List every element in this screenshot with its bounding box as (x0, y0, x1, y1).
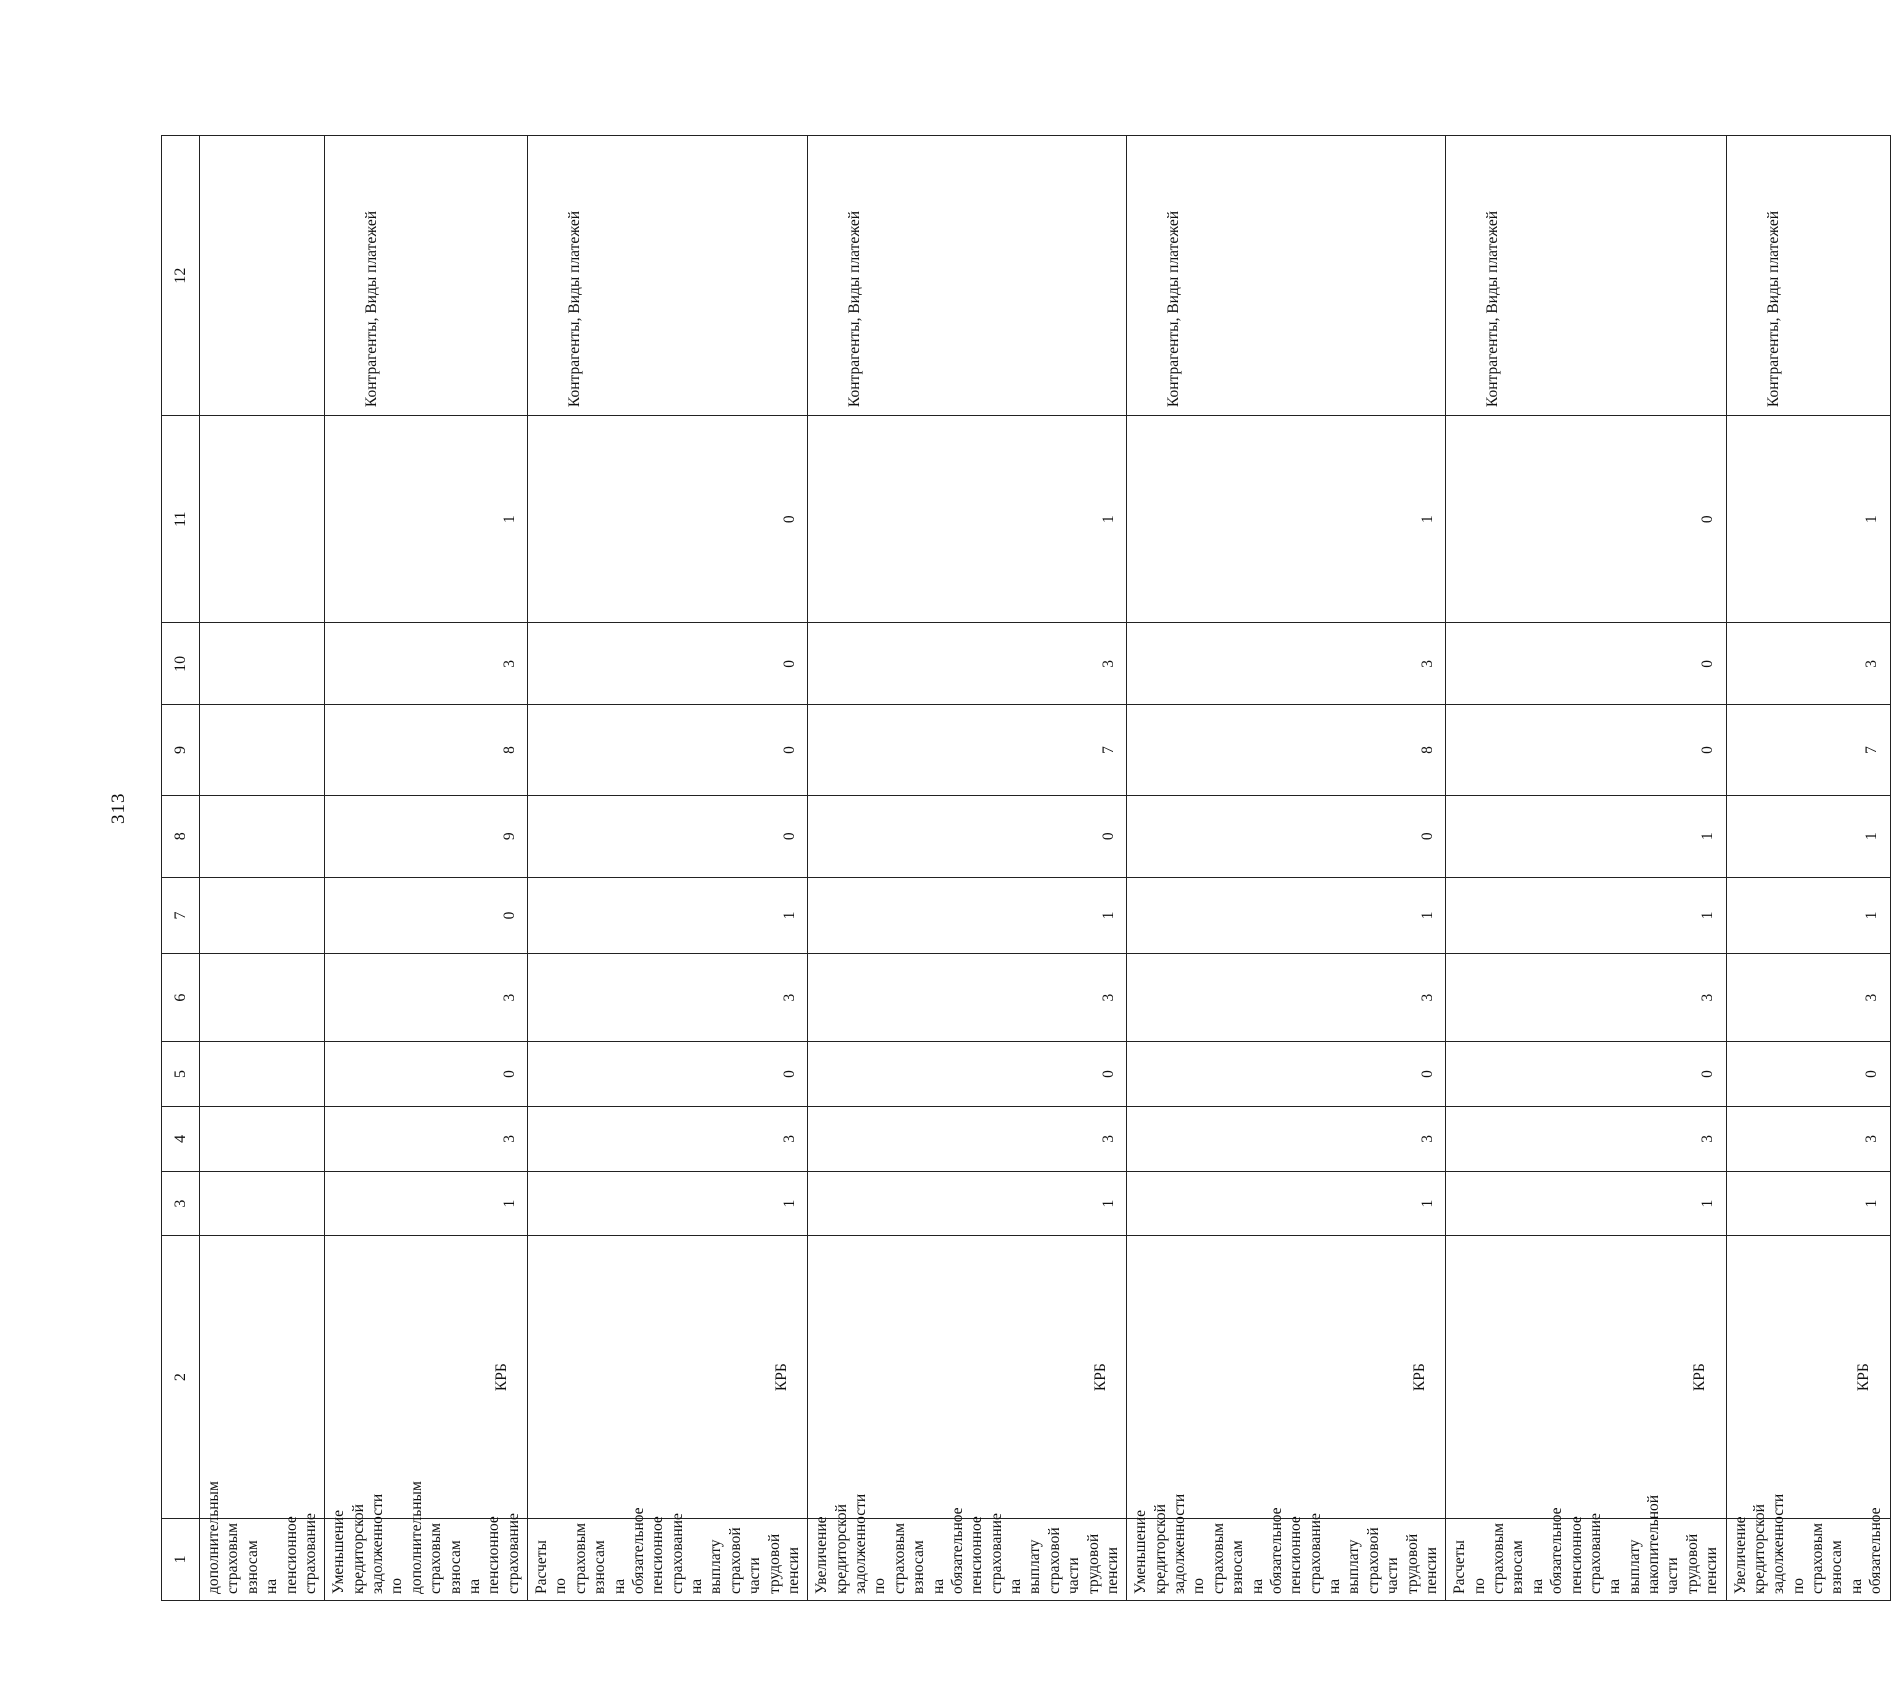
row-col5-cell: 0 (1446, 1042, 1726, 1107)
row-col7-cell: 0 (325, 877, 528, 953)
row-col6-cell: 3 (528, 954, 808, 1042)
row-name-cell: Увеличение кредиторской задолженности по страховым взносам на обязательное пенсионное страхование на выплату страховой части трудовой пенсии (808, 1518, 1127, 1600)
row-col4-cell: 3 (528, 1106, 808, 1171)
row-col3-cell: 1 (325, 1171, 528, 1236)
row-col11-cell: 1 (1127, 416, 1446, 623)
row-col7-cell (200, 877, 325, 953)
row-col10-cell: 3 (808, 623, 1127, 705)
row-col7-cell: 1 (1446, 877, 1726, 953)
row-col8-cell: 1 (1726, 795, 1890, 877)
column-header-8: 8 (162, 795, 200, 877)
column-header-10: 10 (162, 623, 200, 705)
column-header-2: 2 (162, 1236, 200, 1518)
row-note-cell: Контрагенты, Виды платежей (325, 136, 528, 416)
row-note-cell: Контрагенты, Виды платежей (1127, 136, 1446, 416)
row-col10-cell: 0 (528, 623, 808, 705)
row-col9-cell: 8 (1127, 705, 1446, 795)
table-body (200, 136, 1891, 1601)
row-col10-cell: 3 (1127, 623, 1446, 705)
row-col6-cell: 3 (808, 954, 1127, 1042)
row-col9-cell: 0 (1446, 705, 1726, 795)
row-col3-cell: 1 (528, 1171, 808, 1236)
row-col3-cell: 1 (1127, 1171, 1446, 1236)
row-col7-cell: 1 (1127, 877, 1446, 953)
row-col4-cell: 3 (325, 1106, 528, 1171)
row-col9-cell: 0 (528, 705, 808, 795)
row-col5-cell: 0 (1726, 1042, 1890, 1107)
column-header-7: 7 (162, 877, 200, 953)
row-col3-cell: 1 (1726, 1171, 1890, 1236)
row-col5-cell: 0 (528, 1042, 808, 1107)
row-col9-cell: 8 (325, 705, 528, 795)
row-col11-cell: 1 (1726, 416, 1890, 623)
row-col4-cell (200, 1106, 325, 1171)
row-col11-cell: 0 (1446, 416, 1726, 623)
row-col5-cell: 0 (325, 1042, 528, 1107)
table-row (325, 136, 528, 1601)
row-col3-cell: 1 (1446, 1171, 1726, 1236)
page-number: 313 (108, 792, 129, 824)
column-header-9: 9 (162, 705, 200, 795)
row-name-cell: Уменьшение кредиторской задолженности по дополнительным страховым взносам на пенсионное страхование (325, 1518, 528, 1600)
row-col8-cell: 0 (1127, 795, 1446, 877)
table-row (1726, 136, 1890, 1601)
row-kind-cell: КРБ (1127, 1236, 1446, 1518)
row-col7-cell: 1 (528, 877, 808, 953)
table-row (1127, 136, 1446, 1601)
row-col10-cell: 3 (325, 623, 528, 705)
header-row (162, 136, 200, 1601)
row-col6-cell: 3 (1127, 954, 1446, 1042)
row-col7-cell: 1 (1726, 877, 1890, 953)
row-note-cell: Контрагенты, Виды платежей (1726, 136, 1890, 416)
column-header-1: 1 (162, 1518, 200, 1600)
table-row (808, 136, 1127, 1601)
row-name-cell: дополнительным страховым взносам на пенсионное страхование (200, 1518, 325, 1600)
row-note-cell: Контрагенты, Виды платежей (528, 136, 808, 416)
row-col11-cell: 0 (528, 416, 808, 623)
table-row (200, 136, 325, 1601)
table-row (528, 136, 808, 1601)
row-kind-cell: КРБ (1446, 1236, 1726, 1518)
row-col7-cell: 1 (808, 877, 1127, 953)
row-col9-cell: 7 (808, 705, 1127, 795)
row-kind-cell: КРБ (1726, 1236, 1890, 1518)
row-col3-cell (200, 1171, 325, 1236)
column-header-11: 11 (162, 416, 200, 623)
column-header-4: 4 (162, 1106, 200, 1171)
row-name-cell: Расчеты по страховым взносам на обязательное пенсионное страхование на выплату накопительной части трудовой пенсии (1446, 1518, 1726, 1600)
row-col5-cell (200, 1042, 325, 1107)
row-col6-cell: 3 (1726, 954, 1890, 1042)
row-name-cell: Увеличение кредиторской задолженности по страховым взносам на обязательное (1726, 1518, 1890, 1600)
column-header-3: 3 (162, 1171, 200, 1236)
account-table-wrapper (161, 135, 1885, 1601)
row-col8-cell: 0 (528, 795, 808, 877)
row-note-cell: Контрагенты, Виды платежей (808, 136, 1127, 416)
row-col4-cell: 3 (1446, 1106, 1726, 1171)
row-note-cell (200, 136, 325, 416)
row-col5-cell: 0 (1127, 1042, 1446, 1107)
column-header-12: 12 (162, 136, 200, 416)
row-col4-cell: 3 (1127, 1106, 1446, 1171)
row-col8-cell: 0 (808, 795, 1127, 877)
row-kind-cell: КРБ (325, 1236, 528, 1518)
row-kind-cell (200, 1236, 325, 1518)
row-kind-cell: КРБ (808, 1236, 1127, 1518)
row-note-cell: Контрагенты, Виды платежей (1446, 136, 1726, 416)
row-name-cell: Уменьшение кредиторской задолженности по страховым взносам на обязательное пенсионное страхование на выплату страховой части трудовой пенсии (1127, 1518, 1446, 1600)
row-col4-cell: 3 (808, 1106, 1127, 1171)
row-col11-cell (200, 416, 325, 623)
row-col11-cell: 1 (325, 416, 528, 623)
column-header-6: 6 (162, 954, 200, 1042)
row-col9-cell (200, 705, 325, 795)
row-col8-cell (200, 795, 325, 877)
row-col4-cell: 3 (1726, 1106, 1890, 1171)
row-col6-cell: 3 (325, 954, 528, 1042)
row-name-cell: Расчеты по страховым взносам на обязательное пенсионное страхование на выплату страховой части трудовой пенсии (528, 1518, 808, 1600)
row-col6-cell: 3 (1446, 954, 1726, 1042)
table-row (1446, 136, 1726, 1601)
column-header-5: 5 (162, 1042, 200, 1107)
account-table (161, 135, 1891, 1601)
row-col10-cell: 3 (1726, 623, 1890, 705)
row-col9-cell: 7 (1726, 705, 1890, 795)
row-col10-cell (200, 623, 325, 705)
row-kind-cell: КРБ (528, 1236, 808, 1518)
row-col5-cell: 0 (808, 1042, 1127, 1107)
row-col10-cell: 0 (1446, 623, 1726, 705)
row-col8-cell: 1 (1446, 795, 1726, 877)
row-col11-cell: 1 (808, 416, 1127, 623)
row-col6-cell (200, 954, 325, 1042)
row-col8-cell: 9 (325, 795, 528, 877)
row-col3-cell: 1 (808, 1171, 1127, 1236)
